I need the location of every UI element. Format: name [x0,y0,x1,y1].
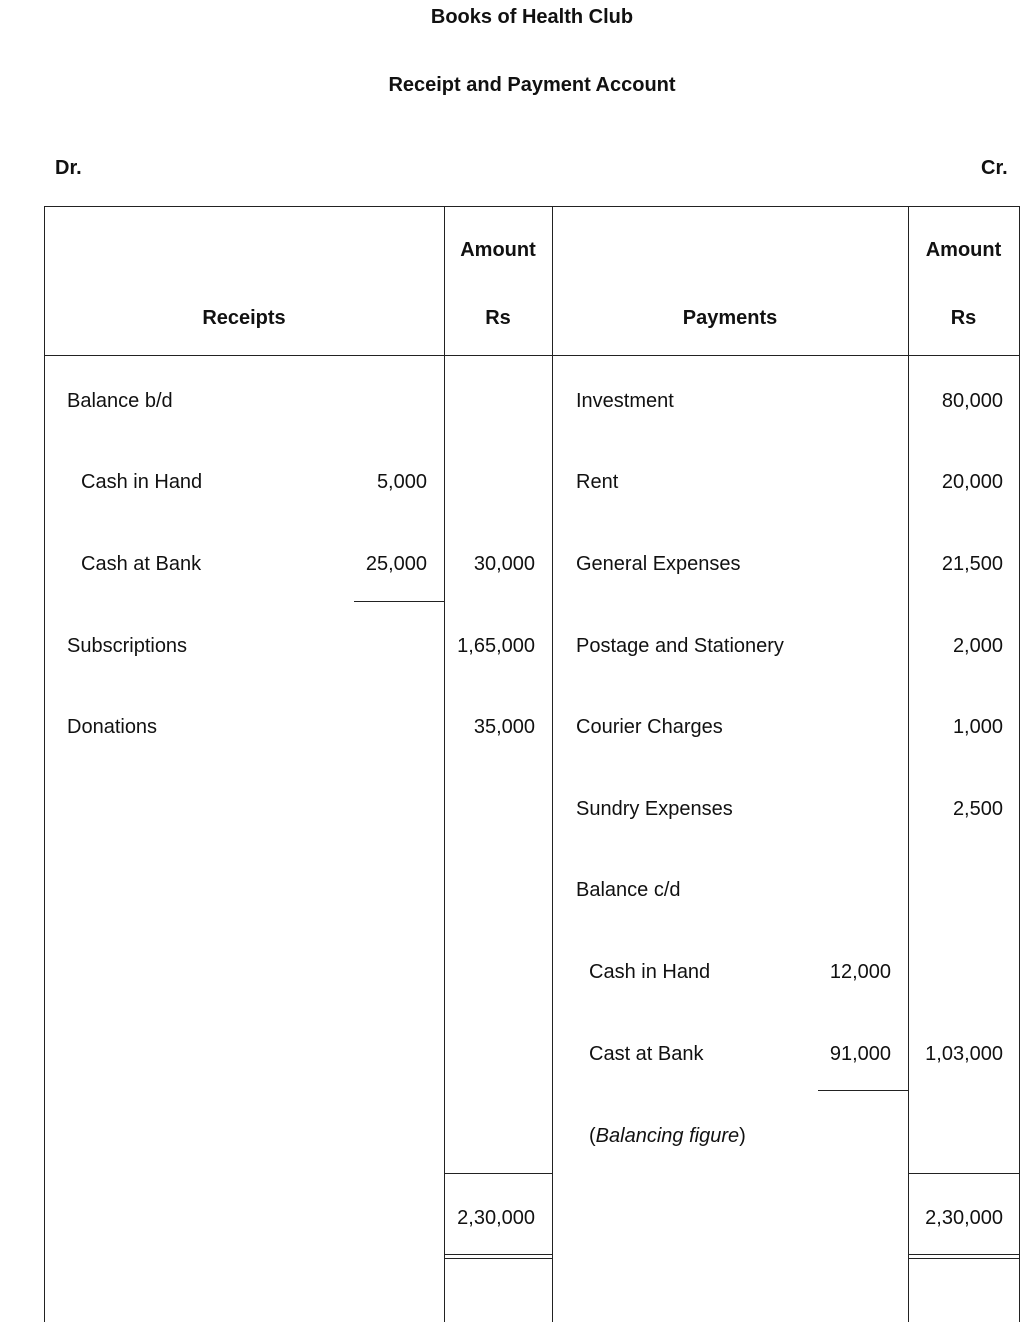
payment-investment-amount: 80,000 [941,390,1003,412]
receipt-cash-in-hand-sub: 5,000 [376,471,427,493]
payment-closing-balance-amount: 1,03,000 [925,1043,1003,1065]
receipts-total-top-rule [444,1173,552,1174]
payments-header: Payments [682,307,778,329]
payment-investment-label: Investment [576,390,674,412]
payments-total-double-rule [908,1254,1019,1259]
payments-amount-header: Amount [925,239,1002,261]
table-top-border [44,206,1020,207]
payment-courier-label: Courier Charges [576,716,723,738]
receipt-cash-in-hand-label: Cash in Hand [81,471,203,493]
payment-postage-label: Postage and Stationery [576,635,784,657]
receipt-subscriptions-amount: 1,65,000 [457,635,535,657]
table-left-border [44,206,45,1322]
payment-cash-at-bank-sub: 91,000 [829,1043,891,1065]
payments-total-top-rule [908,1173,1019,1174]
receipt-cash-at-bank-label: Cash at Bank [81,553,202,575]
payment-rent-label: Rent [576,471,619,493]
payment-courier-amount: 1,000 [952,716,1003,738]
receipts-rs-header: Rs [485,307,511,329]
payment-cash-at-bank-label: Cast at Bank [589,1043,704,1065]
receipts-amount-divider [444,206,445,1322]
account-title: Receipt and Payment Account [388,74,676,96]
receipts-header: Receipts [202,307,286,329]
payment-sundry-amount: 2,500 [952,798,1003,820]
receipts-subtotal-rule [354,601,444,602]
receipt-cash-balance-amount: 30,000 [473,553,535,575]
payments-subtotal-rule [818,1090,908,1091]
receipt-subscriptions-label: Subscriptions [67,635,188,657]
payment-rent-amount: 20,000 [941,471,1003,493]
payments-total: 2,30,000 [925,1207,1003,1229]
table-right-border [1019,206,1020,1322]
receipts-amount-header: Amount [460,239,536,261]
receipts-total: 2,30,000 [457,1207,535,1229]
center-divider [552,206,553,1322]
payment-general-expenses-label: General Expenses [576,553,741,575]
receipt-donations-amount: 35,000 [473,716,535,738]
payment-cash-in-hand-sub: 12,000 [829,961,891,983]
receipt-cash-at-bank-sub: 25,000 [365,553,427,575]
receipt-donations-label: Donations [67,716,158,738]
payment-general-expenses-amount: 21,500 [941,553,1003,575]
debit-label: Dr. [55,157,82,179]
header-bottom-border [44,355,1020,356]
payments-amount-divider [908,206,909,1322]
document-title: Books of Health Club [430,6,634,28]
payment-postage-amount: 2,000 [952,635,1003,657]
credit-label: Cr. [981,157,1008,179]
receipts-total-double-rule [444,1254,552,1259]
balancing-figure-note: (Balancing figure) [589,1125,746,1147]
payment-cash-in-hand-label: Cash in Hand [589,961,711,983]
payments-rs-header: Rs [950,307,977,329]
receipt-balance-bd: Balance b/d [67,390,173,412]
payment-balance-cd: Balance c/d [576,879,681,901]
payment-sundry-label: Sundry Expenses [576,798,733,820]
